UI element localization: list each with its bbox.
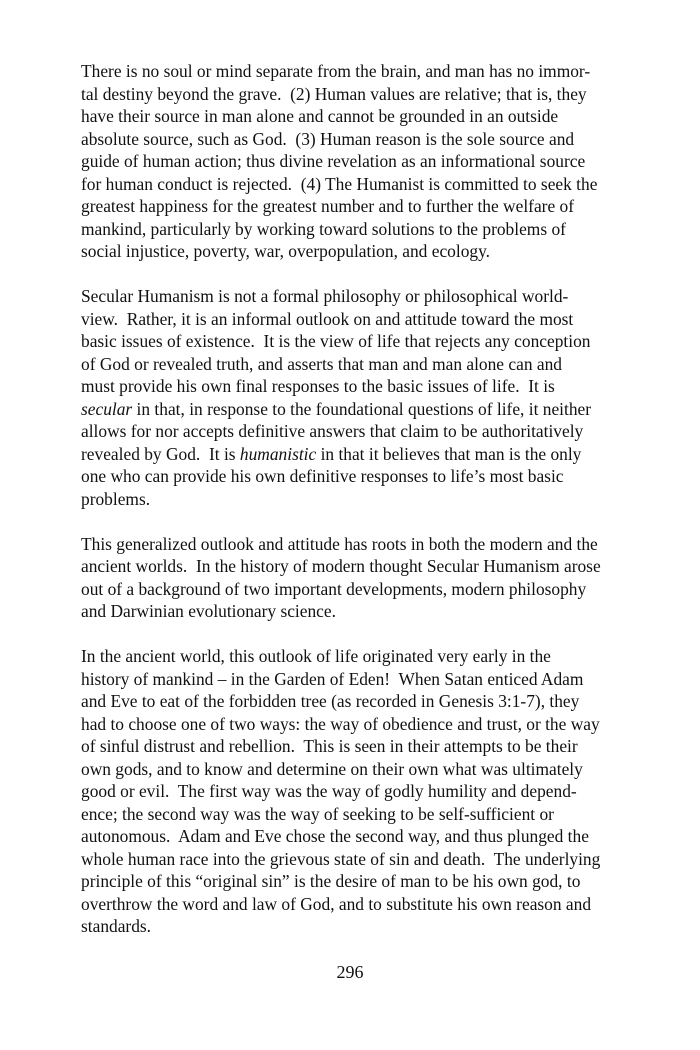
text-segment: standards. (81, 916, 152, 936)
text-segment: whole human race into the grievous state of sin and death. The underlying (81, 848, 601, 869)
text-line (81, 803, 641, 826)
text-segment: own gods, and to know and determine on their own what was ultimately (81, 758, 583, 779)
page-number: 296 (336, 962, 364, 982)
text-line (81, 128, 641, 151)
text-line (81, 173, 641, 196)
text-segment: mankind, particularly by working toward solutions to the problems of (81, 218, 566, 239)
text-segment: social injustice, poverty, war, overpopulation, and ecology. (81, 241, 490, 261)
text-line (81, 330, 641, 353)
text-segment: autonomous. Adam and Eve chose the second way, and thus plunged the (81, 826, 589, 846)
paragraph (81, 645, 641, 938)
text-line (81, 353, 641, 376)
italic-term: humanistic (239, 443, 317, 464)
text-line (81, 308, 641, 331)
text-segment: ence; the second way was the way of seeking to be self-sufficient or (81, 803, 554, 824)
text-segment: and Darwinian evolutionary science. (81, 601, 336, 621)
text-segment: principle of this “original sin” is the desire of man to be his own god, to (81, 871, 581, 891)
text-line (81, 578, 641, 601)
text-line (81, 240, 641, 263)
text-segment: must provide his own final responses to the basic issues of life. It is (81, 376, 555, 396)
paragraph (81, 533, 641, 623)
text-segment: overthrow the word and law of God, and to substitute his own reason and (81, 893, 592, 914)
text-segment: good or evil. The first way was the way of godly humility and depend- (81, 781, 577, 801)
text-line (81, 488, 641, 511)
text-segment: ancient worlds. In the history of modern thought Secular Humanism arose (81, 556, 601, 576)
text-line (81, 690, 641, 713)
text-segment: tal destiny beyond the grave. (2) Human values are relative; that is, they (81, 83, 587, 104)
text-line (81, 83, 641, 106)
text-line (81, 893, 641, 916)
text-segment: allows for nor accepts definitive answers that claim to be authoritatively (81, 421, 584, 441)
text-line (81, 398, 641, 421)
text-line (81, 780, 641, 803)
text-segment: history of mankind – in the Garden of Eden! When Satan enticed Adam (81, 668, 584, 689)
text-line (81, 735, 641, 758)
paragraph-gap (81, 623, 641, 646)
text-line (81, 105, 641, 128)
text-segment: This generalized outlook and attitude has roots in both the modern and the (81, 533, 598, 554)
text-segment: in that it believes that man is the only (316, 443, 582, 464)
body-text (81, 60, 641, 938)
italic-term: secular (81, 398, 133, 419)
text-segment: There is no soul or mind separate from the brain, and man has no immor- (81, 61, 591, 81)
text-segment: had to choose one of two ways: the way of obedience and trust, or the way (81, 713, 600, 734)
text-line (81, 218, 641, 241)
text-line (81, 645, 641, 668)
paragraph-gap (81, 510, 641, 533)
text-segment: problems. (81, 488, 151, 509)
text-line (81, 420, 641, 443)
text-line (81, 465, 641, 488)
text-segment: out of a background of two important developments, modern philosophy (81, 578, 587, 599)
text-line (81, 848, 641, 871)
text-line (81, 375, 641, 398)
text-line (81, 60, 641, 83)
text-segment: absolute source, such as God. (3) Human reason is the sole source and (81, 128, 575, 149)
text-segment: one who can provide his own definitive responses to life’s most basic (81, 466, 564, 486)
paragraph-gap (81, 263, 641, 286)
text-segment: and Eve to eat of the forbidden tree (as recorded in Genesis 3:1-7), they (81, 691, 580, 711)
text-line (81, 758, 641, 781)
text-line (81, 713, 641, 736)
text-segment: view. Rather, it is an informal outlook on and attitude toward the most (81, 308, 574, 329)
text-line (81, 870, 641, 893)
text-line (81, 443, 641, 466)
text-line (81, 195, 641, 218)
text-line (81, 668, 641, 691)
text-segment: of God or revealed truth, and asserts that man and man alone can and (81, 353, 562, 374)
text-segment: basic issues of existence. It is the view of life that rejects any conception (81, 331, 591, 351)
text-segment: in that, in response to the foundational questions of life, it neither (132, 398, 592, 419)
text-line (81, 533, 641, 556)
text-segment: revealed by God. It is (81, 443, 240, 464)
text-line (81, 915, 641, 938)
text-line (81, 285, 641, 308)
text-segment: Secular Humanism is not a formal philosophy or philosophical world- (81, 286, 569, 306)
text-line (81, 825, 641, 848)
text-segment: guide of human action; thus divine revelation as an informational source (81, 151, 586, 171)
text-segment: have their source in man alone and cannot be grounded in an outside (81, 106, 559, 126)
text-line (81, 555, 641, 578)
text-line (81, 600, 641, 623)
text-segment: In the ancient world, this outlook of life originated very early in the (81, 646, 551, 666)
text-segment: for human conduct is rejected. (4) The Humanist is committed to seek the (81, 173, 598, 194)
paragraph (81, 285, 641, 510)
text-line (81, 150, 641, 173)
text-segment: of sinful distrust and rebellion. This is seen in their attempts to be their (81, 736, 578, 756)
text-segment: greatest happiness for the greatest number and to further the welfare of (81, 196, 575, 216)
paragraph (81, 60, 641, 263)
